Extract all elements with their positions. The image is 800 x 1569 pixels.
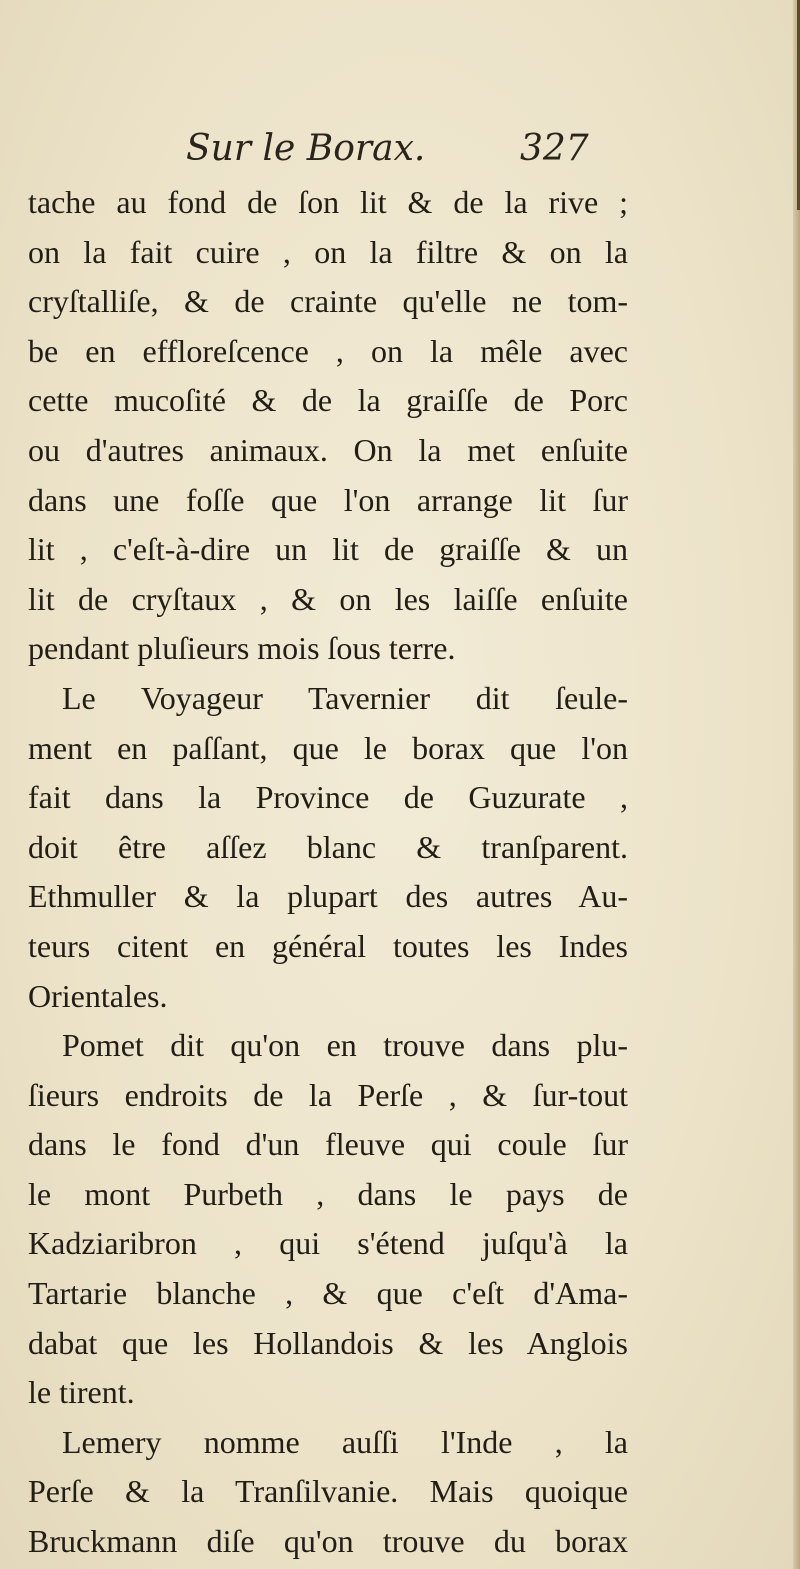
text-line: Tartarie blanche , & que c'eſt d'Ama- xyxy=(28,1275,628,1312)
page-number: 327 xyxy=(520,128,589,169)
running-title: Sur le Borax. xyxy=(186,128,426,169)
text-line: pendant pluſieurs mois ſous terre. xyxy=(28,630,456,667)
text-line: cryſtalliſe, & de crainte qu'elle ne tom- xyxy=(28,283,628,320)
text-line: dabat que les Hollandois & les Anglois xyxy=(28,1324,628,1361)
text-line: lit de cryſtaux , & on les laiſſe enſuite xyxy=(28,580,628,617)
running-head xyxy=(28,128,628,180)
text-line: Perſe & la Tranſilvanie. Mais quoique xyxy=(28,1473,628,1510)
text-line: tache au fond de ſon lit & de la rive ; xyxy=(28,184,628,220)
text-line: fait dans la Province de Guzurate , xyxy=(28,779,628,816)
text-line: cette mucoſité & de la graiſſe de Porc xyxy=(28,382,628,419)
text-line: le tirent. xyxy=(28,1374,135,1411)
text-line: doit être aſſez blanc & tranſparent. xyxy=(28,828,628,865)
paragraph-start-line: Lemery nomme auſſi l'Inde , la xyxy=(62,1423,628,1460)
text-line: Orientales. xyxy=(28,977,168,1014)
text-line: ſieurs endroits de la Perſe , & ſur-tout xyxy=(28,1076,628,1113)
text-line: Ethmuller & la plupart des autres Au- xyxy=(28,878,628,915)
page-edge xyxy=(793,0,800,1569)
text-line: dans le fond d'un fleuve qui coule ſur xyxy=(28,1126,628,1163)
text-line: Bruckmann diſe qu'on trouve du borax xyxy=(28,1523,628,1560)
paragraph-start-line: Le Voyageur Tavernier dit ſeule- xyxy=(62,679,628,716)
text-line: be en effloreſcence , on la mêle avec xyxy=(28,332,628,369)
text-line: ou d'autres animaux. On la met enſuite xyxy=(28,431,628,468)
text-line: teurs citent en général toutes les Indes xyxy=(28,927,628,964)
text-line: lit , c'eſt-à-dire un lit de graiſſe & un xyxy=(28,531,628,568)
body-text xyxy=(28,178,628,1567)
text-line: on la fait cuire , on la filtre & on la xyxy=(28,233,628,270)
text-line: ment en paſſant, que le borax que l'on xyxy=(28,729,628,766)
text-line: dans une foſſe que l'on arrange lit ſur xyxy=(28,481,628,518)
text-line: Kadziaribron , qui s'étend juſqu'à la xyxy=(28,1225,628,1262)
text-line: le mont Purbeth , dans le pays de xyxy=(28,1175,628,1212)
paragraph-start-line: Pomet dit qu'on en trouve dans plu- xyxy=(62,1027,628,1064)
